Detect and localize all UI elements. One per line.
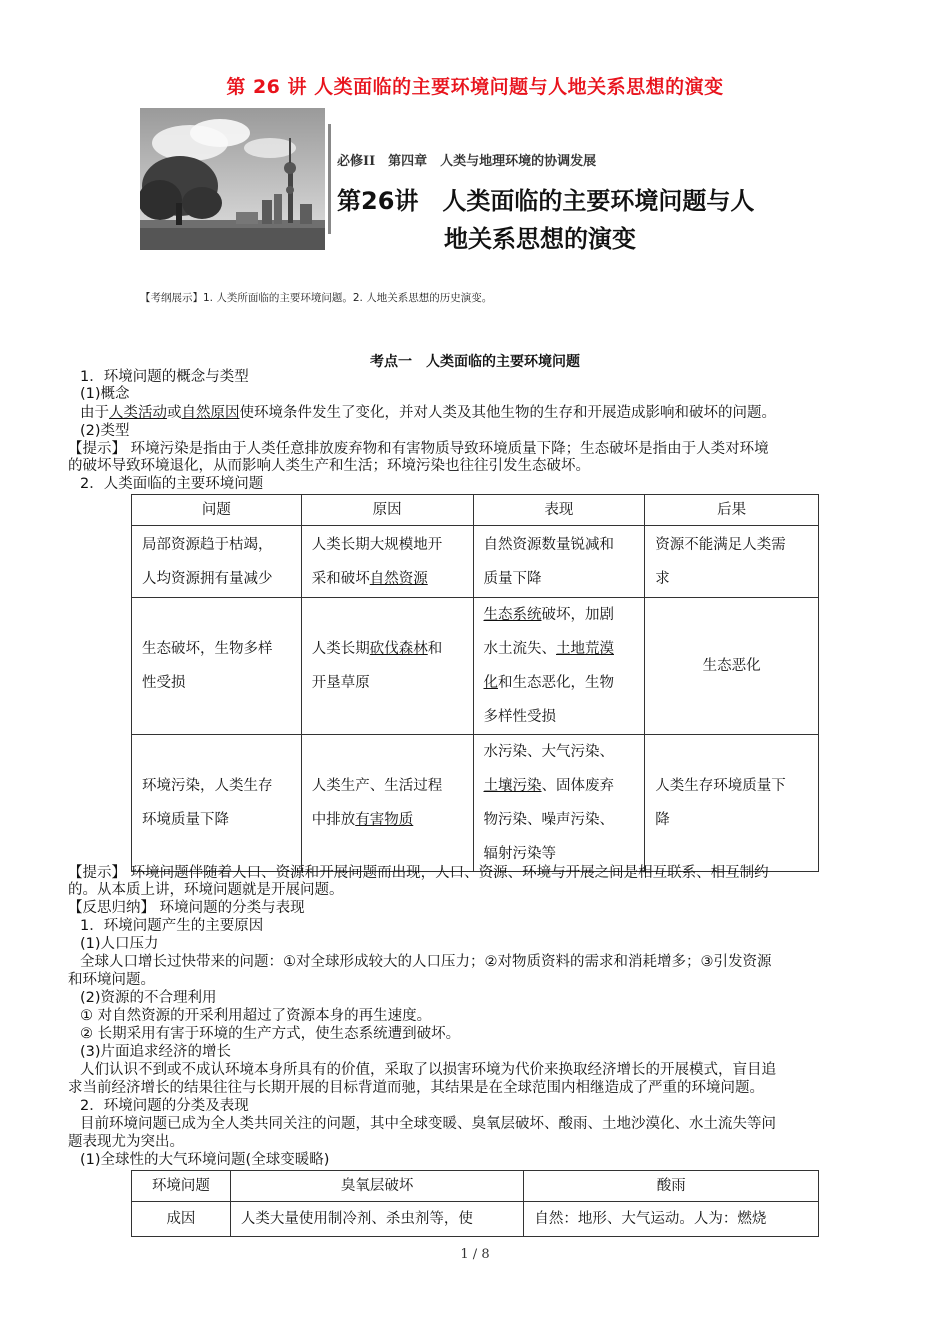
book-chapter-line: 必修II 第四章 人类与地理环境的协调发展 [337,154,597,169]
cell-row-label: 成因 [132,1202,231,1237]
table-row [132,526,819,598]
heading-concept: (1)概念 [80,386,130,402]
heading-population: (1)人口压力 [80,936,159,952]
economy-line2: 求当前经济增长的结果往往与长期开展的目标背道而驰，其结果是在全球范围内相继造成了严重的环境问题。 [68,1080,764,1096]
banner-divider [328,124,331,234]
heading-concept-types: 1．环境问题的概念与类型 [80,369,249,385]
cell-problem: 环境污染，人类生存 环境质量下降 [132,735,302,872]
cell-problem: 局部资源趋于枯竭， 人均资源拥有量减少 [132,526,302,598]
header-problem: 问题 [132,495,302,526]
main-problems-table [131,494,819,872]
exam-outline: 【考纲展示】1. 人类所面临的主要环境问题。2. 人地关系思想的历史演变。 [140,292,493,304]
table-row [132,1202,819,1237]
cell-consequence: 生态恶化 [645,598,819,735]
lecture-heading-line2: 地关系思想的演变 [444,225,636,253]
cell-acid-cause: 自然：地形、大气运动。人为：燃烧 [524,1202,819,1237]
classification-line1: 目前环境问题已成为全人类共同关注的问题，其中全球变暖、臭氧层破坏、酸雨、土地沙漠化、水土流失等问 [80,1116,776,1132]
cell-cause: 人类生产、生活过程 中排放有害物质 [301,735,473,872]
cell-manifestation: 水污染、大气污染、 土壤污染、固体废弃 物污染、噪声污染、 辐射污染等 [473,735,645,872]
atmosphere-table [131,1170,819,1237]
header-consequence: 后果 [645,495,819,526]
header-manifestation: 表现 [473,495,645,526]
cell-problem: 生态破坏，生物多样 性受损 [132,598,302,735]
lecture-heading-line1: 第26讲 人类面临的主要环境问题与人 [337,187,755,215]
resources-item1: ① 对自然资源的开采利用超过了资源本身的再生速度。 [80,1008,432,1024]
table-row [132,598,819,735]
cell-consequence: 资源不能满足人类需 求 [645,526,819,598]
city-landscape-photo [140,108,325,250]
cell-cause: 人类长期砍伐森林和 开垦草原 [301,598,473,735]
heading-causes: 1．环境问题产生的主要原因 [80,918,264,934]
heading-atmosphere: (1)全球性的大气环境问题(全球变暖略) [80,1152,330,1168]
resources-item2: ② 长期采用有害于环境的生产方式，使生态系统遭到破坏。 [80,1026,461,1042]
document-title: 第 26 讲 人类面临的主要环境问题与人地关系思想的演变 [226,76,724,98]
page-number: 1 / 8 [460,1247,490,1262]
section-title: 考点一 人类面临的主要环境问题 [370,354,580,370]
cell-manifestation: 自然资源数量锐减和 质量下降 [473,526,645,598]
economy-line1: 人们认识不到或不成认环境本身所具有的价值，采取了以损害环境为代价来换取经济增长的开展模式，盲目追 [80,1062,776,1078]
heading-economy: (3)片面追求经济的增长 [80,1044,232,1060]
tip-types-line2: 的破坏导致环境退化，从而影响人类生产和生活；环境污染也往往引发生态破坏。 [68,458,590,474]
table-row [132,735,819,872]
heading-classification: 2．环境问题的分类及表现 [80,1098,249,1114]
cell-manifestation: 生态系统破坏，加剧 水土流失、土地荒漠 化和生态恶化，生物 多样性受损 [473,598,645,735]
heading-resources: (2)资源的不合理利用 [80,990,217,1006]
cell-cause: 人类长期大规模地开 采和破坏自然资源 [301,526,473,598]
table-header-row [132,1171,819,1202]
tip-essence-line2: 的。从本质上讲，环境问题就是开展问题。 [68,882,344,898]
concept-definition: 由于人类活动或自然原因使环境条件发生了变化，并对人类及其他生物的生存和开展造成影响和破坏的问题。 [80,405,776,421]
table-header-row [132,495,819,526]
reflection-heading: 【反思归纳】 环境问题的分类与表现 [68,900,305,916]
header-env-problem: 环境问题 [132,1171,231,1202]
header-acid-rain: 酸雨 [524,1171,819,1202]
tip-types-line1: 【提示】 环境污染是指由于人类任意排放废弃物和有害物质导致环境质量下降；生态破坏是指由于人类对环境 [68,441,769,457]
population-line1: 全球人口增长过快带来的问题：①对全球形成较大的人口压力；②对物质资料的需求和消耗增多；③引发资源 [80,954,772,970]
lecture-heading [337,182,754,258]
population-line2: 和环境问题。 [68,972,155,988]
cell-ozone-cause: 人类大量使用制冷剂、杀虫剂等，使 [230,1202,524,1237]
header-ozone: 臭氧层破坏 [230,1171,524,1202]
header-cause: 原因 [301,495,473,526]
tip-essence-line1: 【提示】 环境问题伴随着人口、资源和开展问题而出现，人口、资源、环境与开展之间是相互联系、相互制约 [68,865,769,881]
heading-main-problems: 2．人类面临的主要环境问题 [80,476,264,492]
classification-line2: 题表现尤为突出。 [68,1134,184,1150]
heading-types: (2)类型 [80,423,130,439]
cell-consequence: 人类生存环境质量下 降 [645,735,819,872]
